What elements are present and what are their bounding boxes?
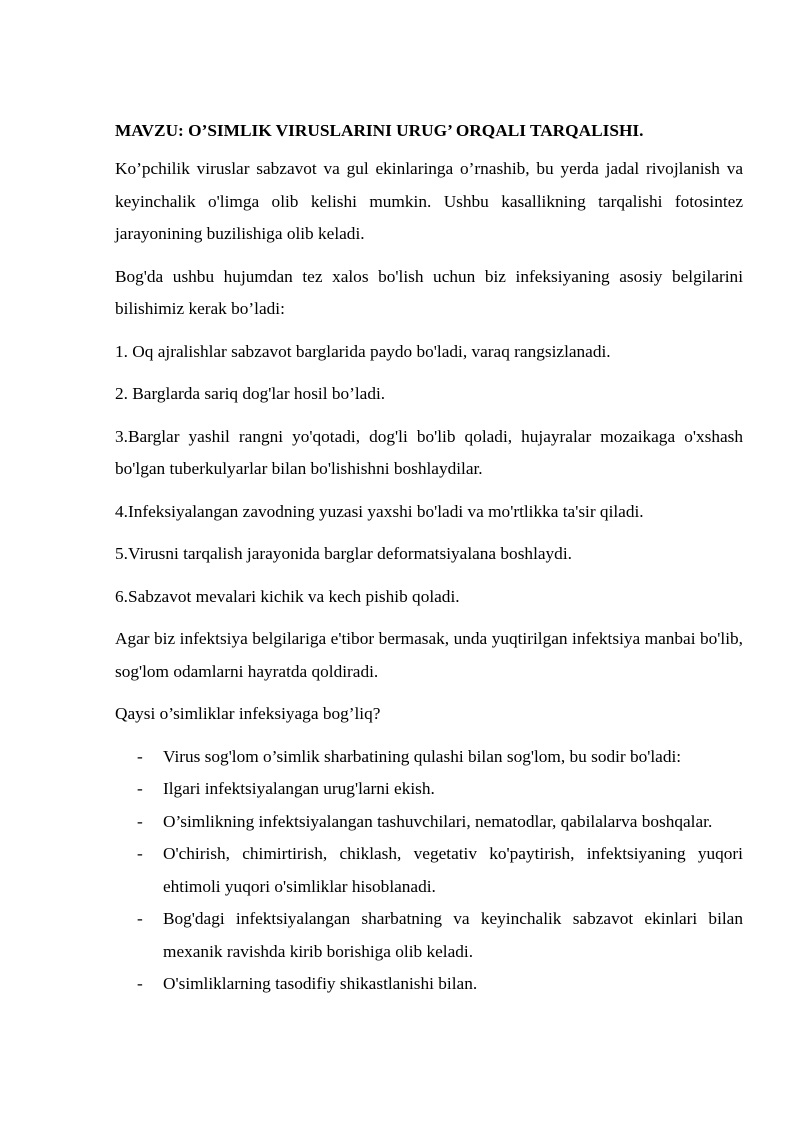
- dash-marker: -: [137, 844, 143, 863]
- list-item-text: O'simliklarning tasodifiy shikastlanishi bilan.: [163, 974, 478, 993]
- warning-paragraph: Agar biz infektsiya belgilariga e'tibor bermasak, unda yuqtirilgan infektsiya manbai bo'lib, sog'lom odamlarni hayratda qoldiradi.: [115, 629, 743, 681]
- symptom-item-1: 1. Oq ajralishlar sabzavot barglarida paydo bo'ladi, varaq rangsizlanadi.: [115, 341, 611, 361]
- document-title: MAVZU: O’SIMLIK VIRUSLARINI URUG’ ORQALI TARQALISHI.: [115, 121, 644, 140]
- list-item: [115, 773, 743, 806]
- symptom-item-3: 3.Barglar yashil rangni yo'qotadi, dog'li bo'lib qoladi, hujayralar mozaikaga o'xshash bo'lgan tuberkulyarlar bilan bo'lishishni boshlaydilar.: [115, 426, 743, 478]
- list-item-text: Ilgari infektsiyalangan urug'larni ekish.: [163, 779, 435, 798]
- document-page: [115, 119, 743, 1001]
- intro-paragraph: Ko’pchilik viruslar sabzavot va gul ekinlaringa o’rnashib, bu yerda jadal rivojlanish va keyinchalik o'limga olib kelishi mumkin. Ushbu kasallikning tarqalishi fotosintez jarayonining buzilishiga olib keladi.: [115, 159, 743, 243]
- list-item-text: O’simlikning infektsiyalangan tashuvchilari, nematodlar, qabilalarva boshqalar.: [163, 811, 713, 831]
- dash-marker: -: [137, 779, 143, 798]
- list-item: [115, 838, 743, 903]
- list-item: [115, 968, 743, 1001]
- list-item: [115, 806, 743, 839]
- dash-marker: -: [137, 909, 143, 928]
- symptom-item-6: 6.Sabzavot mevalari kichik va kech pishib qoladi.: [115, 586, 460, 606]
- list-item: [115, 741, 743, 774]
- list-item-text: Virus sog'lom o’simlik sharbatining qulashi bilan sog'lom, bu sodir bo'ladi:: [163, 746, 682, 766]
- question-heading: Qaysi o’simliklar infeksiyaga bog’liq?: [115, 704, 381, 723]
- symptom-item-4: 4.Infeksiyalangan zavodning yuzasi yaxshi bo'ladi va mo'rtlikka ta'sir qiladi.: [115, 501, 644, 521]
- dash-marker: -: [137, 974, 143, 993]
- list-item: [115, 903, 743, 968]
- symptom-item-5: 5.Virusni tarqalish jarayonida barglar deformatsiyalana boshlaydi.: [115, 544, 572, 563]
- dash-marker: -: [137, 811, 143, 831]
- list-item-text: O'chirish, chimirtirish, chiklash, vegetativ ko'paytirish, infektsiyaning yuqori ehtimoli yuqori o'simliklar hisoblanadi.: [163, 844, 743, 896]
- dash-marker: -: [137, 746, 143, 766]
- symptoms-intro-paragraph: Bog'da ushbu hujumdan tez xalos bo'lish uchun biz infeksiyaning asosiy belgilarini bilishimiz kerak bo’ladi:: [115, 266, 743, 318]
- list-item-text: Bog'dagi infektsiyalangan sharbatning va keyinchalik sabzavot ekinlari bilan mexanik ravishda kirib borishiga olib keladi.: [163, 909, 743, 961]
- bullet-list: [115, 741, 743, 1001]
- symptom-item-2: 2. Barglarda sariq dog'lar hosil bo’ladi.: [115, 384, 386, 403]
